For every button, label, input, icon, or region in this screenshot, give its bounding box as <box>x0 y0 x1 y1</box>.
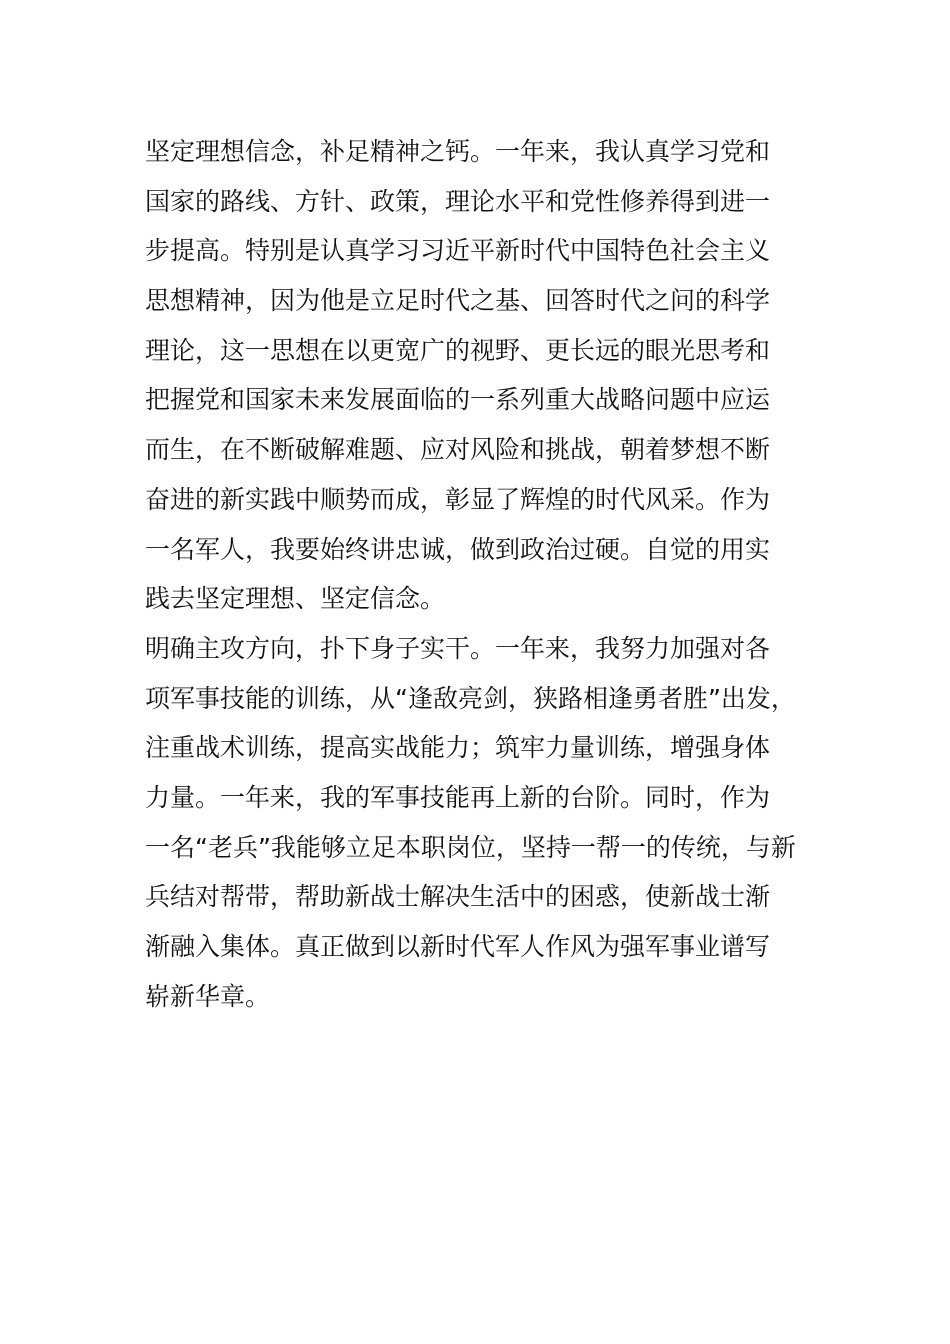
text-line: 思想精神，因为他是立足时代之基、回答时代之问的科学 <box>145 286 771 316</box>
text-line: 力量。一年来，我的军事技能再上新的台阶。同时，作为 <box>145 782 771 812</box>
text-line: 步提高。特别是认真学习习近平新时代中国特色社会主义 <box>145 236 771 266</box>
text-line: 一名“老兵”我能够立足本职岗位，坚持一帮一的传统，与新 <box>145 832 796 862</box>
text-line: 坚定理想信念，补足精神之钙。一年来，我认真学习党和 <box>145 137 771 166</box>
text-line: 渐融入集体。真正做到以新时代军人作风为强军事业谱写 <box>145 932 771 961</box>
document-body <box>145 127 825 1021</box>
text-line: 兵结对帮带，帮助新战士解决生活中的困惑，使新战士渐 <box>145 882 771 912</box>
text-line: 一名军人，我要始终讲忠诚，做到政治过硬。自觉的用实 <box>145 534 771 564</box>
text-line: 理论，这一思想在以更宽广的视野、更长远的眼光思考和 <box>145 335 771 365</box>
text-line: 奋进的新实践中顺势而成，彰显了辉煌的时代风采。作为 <box>145 484 771 514</box>
paragraph <box>145 127 825 624</box>
text-line: 崭新华章。 <box>145 981 271 1011</box>
text-line: 而生，在不断破解难题、应对风险和挑战，朝着梦想不断 <box>145 435 771 465</box>
text-line: 注重战术训练，提高实战能力；筑牢力量训练，增强身体 <box>145 733 771 763</box>
text-line: 项军事技能的训练，从“逢敌亮剑，狭路相逢勇者胜”出发， <box>145 683 796 713</box>
text-line: 明确主攻方向，扑下身子实干。一年来，我努力加强对各 <box>145 633 771 663</box>
text-line: 国家的路线、方针、政策，理论水平和党性修养得到进一 <box>145 186 771 216</box>
paragraph <box>145 624 825 1022</box>
text-line: 践去坚定理想、坚定信念。 <box>145 584 446 614</box>
text-line: 把握党和国家未来发展面临的一系列重大战略问题中应运 <box>145 385 771 415</box>
